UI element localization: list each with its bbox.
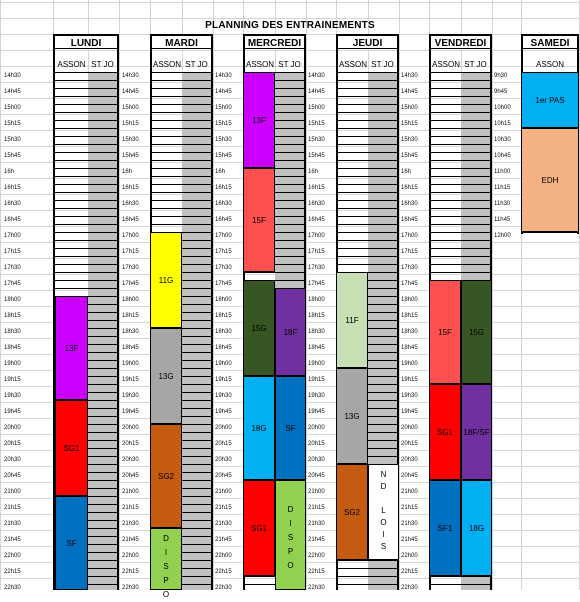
time-label: 17h00 [401,233,418,239]
session-samedi-1er-pas[interactable] [521,72,579,128]
grid-column-line [399,0,400,590]
time-label: 17h30 [122,265,139,271]
time-label: 16h [215,169,226,175]
session-mercredi-sg1[interactable] [243,480,275,576]
time-label: 20h30 [308,457,325,463]
time-label: 18h30 [215,329,232,335]
session-label: D I S P O [287,505,294,570]
time-label: 21h45 [4,537,21,543]
subheader-lundi-asson: ASSON [57,60,86,69]
time-label: 19h45 [215,409,232,415]
sheet-title: PLANNING DES ENTRAINEMENTS [205,20,375,31]
time-label: 15h45 [215,153,232,159]
time-label: 22h30 [4,585,21,591]
session-label: SG1 [63,443,80,453]
time-label: 14h30 [215,73,232,79]
time-label: 22h15 [122,569,139,575]
time-label: 21h30 [215,521,232,527]
session-jeudi-13g[interactable] [336,368,368,464]
time-label: 19h00 [122,361,139,367]
time-label: 15h30 [308,137,325,143]
grid-column-line [0,0,1,590]
session-lundi-sf[interactable] [55,496,88,590]
time-label: 20h45 [122,473,139,479]
time-label: 21h45 [308,537,325,543]
session-mercredi-dispo[interactable] [275,480,306,590]
time-label: 15h00 [4,105,21,111]
time-label: 20h15 [401,441,418,447]
time-label: 15h45 [308,153,325,159]
session-mercredi-sf[interactable] [275,376,306,480]
time-label: 16h30 [308,201,325,207]
time-label: 15h30 [122,137,139,143]
time-label: 22h00 [215,553,232,559]
time-label: 14h30 [308,73,325,79]
session-label: 15F [438,327,452,337]
time-label: 15h45 [401,153,418,159]
day-header-lundi: LUNDI [53,34,119,49]
time-label: 18h15 [401,313,418,319]
subheader-vendredi-asson: ASSON [431,60,460,69]
time-label: 16h30 [122,201,139,207]
time-label: 15h30 [401,137,418,143]
time-label: 16h30 [215,201,232,207]
time-label: 16h15 [215,185,232,191]
subheader-mercredi-asson: ASSON [245,60,274,69]
time-label: 20h45 [215,473,232,479]
time-label-samedi: 9h30 [494,73,508,79]
time-label: 19h30 [401,393,418,399]
session-label: 13G [158,371,174,381]
time-label: 17h45 [308,281,325,287]
time-label: 17h15 [122,249,139,255]
time-label: 21h30 [308,521,325,527]
session-vendredi-18f-sf[interactable] [461,384,492,480]
session-label: SF1 [437,523,453,533]
time-label: 17h00 [122,233,139,239]
time-label: 18h30 [4,329,21,335]
time-label: 17h15 [401,249,418,255]
time-label: 19h15 [308,377,325,383]
time-label: 15h15 [215,121,232,127]
time-label: 19h15 [401,377,418,383]
time-label: 22h00 [308,553,325,559]
time-label: 18h15 [215,313,232,319]
time-label: 14h45 [4,89,21,95]
time-label: 22h15 [308,569,325,575]
time-label: 22h00 [4,553,21,559]
time-label: 18h45 [308,345,325,351]
time-label: 14h30 [401,73,418,79]
time-label-samedi: 10h45 [494,153,511,159]
session-label: 18G [468,523,485,533]
time-label: 22h30 [308,585,325,591]
time-label: 16h45 [122,217,139,223]
time-label: 19h15 [4,377,21,383]
time-label: 17h30 [4,265,21,271]
time-label: 18h30 [122,329,139,335]
time-label-samedi: 12h00 [494,233,511,239]
session-lundi-sg1[interactable] [55,400,88,496]
session-label: D I S P O [162,534,170,599]
session-mercredi-13f[interactable] [243,72,275,168]
grid-row-line [0,2,580,3]
time-label: 17h30 [308,265,325,271]
time-label: 19h00 [308,361,325,367]
time-label: 21h00 [4,489,21,495]
time-label: 14h45 [308,89,325,95]
time-label: 20h30 [215,457,232,463]
session-mercredi-18g[interactable] [243,376,275,480]
session-label: 18G [251,423,267,433]
time-label: 14h30 [4,73,21,79]
time-label: 16h15 [308,185,325,191]
time-label: 17h00 [308,233,325,239]
time-label: 19h00 [4,361,21,367]
subheader-mardi-asson: ASSON [152,60,181,69]
time-label: 20h15 [122,441,139,447]
session-label: SG1 [250,523,267,533]
time-label: 17h30 [215,265,232,271]
time-label: 18h00 [215,297,232,303]
session-vendredi-sg1[interactable] [429,384,461,480]
session-label: SG2 [343,507,360,517]
time-label: 16h30 [401,201,418,207]
time-label: 17h45 [401,281,418,287]
subheader-jeudi-asson: ASSON [338,60,367,69]
session-label: SF [66,538,77,548]
session-samedi-edh[interactable] [521,128,579,232]
time-label: 17h30 [401,265,418,271]
time-label: 19h30 [122,393,139,399]
time-label: 20h15 [4,441,21,447]
time-label: 18h00 [4,297,21,303]
session-label: 13F [64,343,79,353]
time-label: 19h00 [215,361,232,367]
time-label: 21h30 [122,521,139,527]
session-label: SG1 [436,427,453,437]
grid-column-line [306,0,307,590]
time-label: 15h45 [4,153,21,159]
time-label: 20h00 [4,425,21,431]
time-label: 17h45 [215,281,232,287]
time-label: 15h30 [4,137,21,143]
session-vendredi-18g[interactable] [461,480,492,576]
time-label: 18h00 [308,297,325,303]
time-label: 19h30 [4,393,21,399]
time-label-samedi: 11h00 [494,169,511,175]
day-header-samedi: SAMEDI [521,34,579,49]
session-label: 15G [251,323,267,333]
session-vendredi-15g[interactable] [461,280,492,384]
time-label: 16h45 [4,217,21,223]
time-label: 15h30 [215,137,232,143]
time-label: 20h00 [215,425,232,431]
time-label: 22h30 [215,585,232,591]
time-label: 17h15 [4,249,21,255]
time-label: 21h00 [215,489,232,495]
grid-row-line [0,18,580,19]
time-label: 14h30 [122,73,139,79]
time-label: 19h30 [308,393,325,399]
time-label: 21h30 [4,521,21,527]
time-label: 14h45 [215,89,232,95]
session-label: SF [285,423,296,433]
time-label: 15h15 [308,121,325,127]
time-label: 16h45 [215,217,232,223]
time-label: 22h30 [401,585,418,591]
time-label: 18h30 [308,329,325,335]
time-label-samedi: 11h15 [494,185,511,191]
session-label: 18F [283,327,298,337]
time-label: 18h45 [122,345,139,351]
time-label: 18h45 [4,345,21,351]
time-label-samedi: 11h45 [494,217,511,223]
time-label: 16h45 [401,217,418,223]
day-header-mercredi: MERCREDI [243,34,306,49]
grid-column-line [492,0,493,590]
time-label: 21h00 [308,489,325,495]
session-vendredi-sf1[interactable] [429,480,461,576]
subheader-mardi-stjo: ST JO [185,60,208,69]
time-label: 18h45 [401,345,418,351]
session-label: 13G [344,411,360,421]
time-label-samedi: 10h30 [494,137,511,143]
time-label: 16h15 [122,185,139,191]
time-label: 21h15 [4,505,21,511]
time-label: 20h15 [308,441,325,447]
subheader-jeudi-stjo: ST JO [371,60,394,69]
time-label: 20h00 [308,425,325,431]
time-label: 19h15 [122,377,139,383]
time-label: 20h45 [4,473,21,479]
time-label: 16h15 [4,185,21,191]
time-label: 21h15 [308,505,325,511]
time-label: 20h45 [401,473,418,479]
time-label: 15h00 [122,105,139,111]
time-label: 19h45 [401,409,418,415]
time-label: 19h30 [215,393,232,399]
time-label: 17h45 [4,281,21,287]
time-label: 14h45 [401,89,418,95]
time-label: 20h45 [308,473,325,479]
session-label: 11G [158,275,174,285]
grid-column-line [119,0,120,590]
time-label: 16h [401,169,412,175]
time-label-samedi: 10h15 [494,121,511,127]
time-label: 15h15 [401,121,418,127]
time-label: 21h45 [122,537,139,543]
time-label: 20h00 [122,425,139,431]
session-vendredi-15f[interactable] [429,280,461,384]
time-label: 22h30 [122,585,139,591]
time-label: 22h15 [215,569,232,575]
time-label: 16h [122,169,133,175]
time-label: 15h00 [308,105,325,111]
time-label: 16h [308,169,319,175]
time-label: 20h00 [401,425,418,431]
session-label: 1er PAS [535,95,565,105]
time-label: 19h45 [122,409,139,415]
grid-column-line [213,0,214,590]
time-label: 14h45 [122,89,139,95]
subheader-samedi-asson: ASSON [535,60,564,69]
time-label: 18h15 [122,313,139,319]
time-label: 18h15 [4,313,21,319]
time-label: 20h30 [401,457,418,463]
time-label: 19h45 [308,409,325,415]
session-mercredi-18f[interactable] [275,288,306,376]
day-header-mardi: MARDI [150,34,213,49]
session-label: N D L O I S [380,470,387,551]
time-label: 21h00 [122,489,139,495]
session-label: 11F [345,315,359,325]
time-label: 20h15 [215,441,232,447]
time-label-samedi: 10h00 [494,105,511,111]
time-label-samedi: 9h45 [494,89,508,95]
time-label: 15h15 [4,121,21,127]
time-label-samedi: 11h30 [494,201,511,207]
time-label: 21h45 [215,537,232,543]
time-label: 20h30 [4,457,21,463]
session-label: EDH [541,175,559,185]
time-label: 15h15 [122,121,139,127]
time-label: 20h30 [122,457,139,463]
session-label: SG2 [157,471,174,481]
time-label: 18h00 [122,297,139,303]
session-mercredi-15g[interactable] [243,280,275,376]
time-label: 15h45 [122,153,139,159]
day-header-jeudi: JEUDI [336,34,399,49]
time-label: 19h00 [401,361,418,367]
subheader-mercredi-stjo: ST JO [278,60,301,69]
subheader-vendredi-stjo: ST JO [464,60,487,69]
time-label: 21h15 [401,505,418,511]
time-label: 18h15 [308,313,325,319]
time-label: 18h45 [215,345,232,351]
session-mercredi-15f[interactable] [243,168,275,272]
session-mardi-dispo[interactable] [150,528,182,599]
time-label: 22h15 [401,569,418,575]
session-jeudi-sg2[interactable] [336,464,368,560]
time-label: 16h15 [401,185,418,191]
time-label: 22h00 [401,553,418,559]
time-label: 17h45 [122,281,139,287]
time-label: 21h45 [401,537,418,543]
time-label: 21h15 [122,505,139,511]
time-label: 17h15 [308,249,325,255]
time-label: 21h15 [215,505,232,511]
time-label: 19h15 [215,377,232,383]
session-label: 15F [252,215,266,225]
time-label: 18h00 [401,297,418,303]
time-label: 22h00 [122,553,139,559]
session-label: 13F [252,115,266,125]
session-mardi-11g[interactable] [150,232,182,328]
time-label: 17h00 [4,233,21,239]
time-label: 17h15 [215,249,232,255]
time-label: 21h00 [401,489,418,495]
time-label: 15h00 [401,105,418,111]
time-label: 22h15 [4,569,21,575]
subheader-lundi-stjo: ST JO [91,60,114,69]
session-lundi-13f[interactable] [55,296,88,400]
time-label: 16h30 [4,201,21,207]
time-label: 18h30 [401,329,418,335]
time-label: 15h00 [215,105,232,111]
session-label: 18F/SF [463,427,490,437]
day-header-vendredi: VENDREDI [429,34,492,49]
session-jeudi-11f[interactable] [336,272,368,368]
time-label: 19h45 [4,409,21,415]
time-label: 17h00 [215,233,232,239]
session-mardi-13g[interactable] [150,328,182,424]
session-jeudi-nd-lois[interactable] [368,464,399,560]
session-label: 15G [468,327,485,337]
time-label: 21h30 [401,521,418,527]
time-label: 16h45 [308,217,325,223]
time-label: 16h [4,169,15,175]
session-mardi-sg2[interactable] [150,424,182,528]
